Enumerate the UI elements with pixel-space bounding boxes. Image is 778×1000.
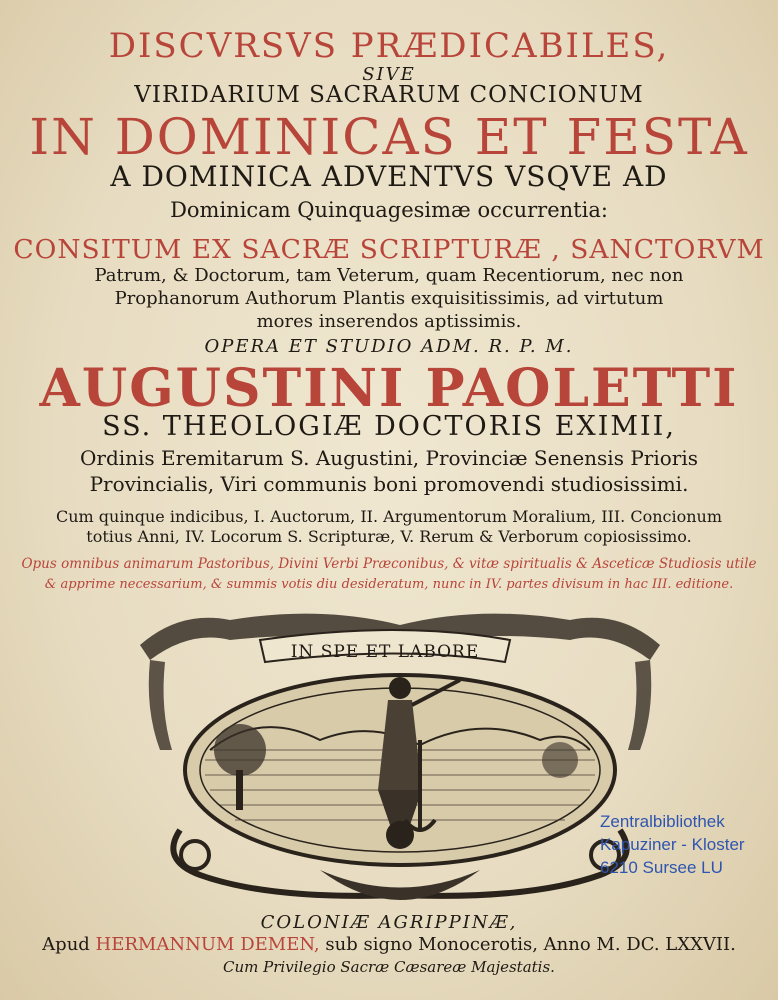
- author-name: AUGUSTINI PAOLETTI: [39, 358, 739, 419]
- main-title: DISCVRSVS PRÆDICABILES,: [108, 26, 670, 66]
- indices-line-1: Cum quinque indicibus, I. Auctorum, II. Argumentorum Moralium, III. Concionum: [55, 507, 722, 526]
- author-degree: SS. THEOLOGIÆ DOCTORIS EXIMII,: [102, 411, 676, 442]
- imprint-publisher-line: [0, 934, 778, 955]
- body-line-mores: mores inserendos aptissimis.: [256, 311, 522, 332]
- consitum-heading: CONSITUM EX SACRÆ SCRIPTURÆ , SANCTORVM: [13, 234, 765, 265]
- body-line-prophanorum: Prophanorum Authorum Plantis exquisitissimis, ad virtutum: [114, 288, 664, 309]
- stamp-line-3: 6210 Sursee LU: [600, 858, 723, 877]
- stamp-line-1: Zentralbibliothek: [600, 812, 725, 831]
- imprint-printer: HERMANNUM DEMEN,: [95, 934, 320, 955]
- opus-line-1: Opus omnibus animarum Pastoribus, Divini Verbi Præconibus, & vitæ spiritualis & Asceticæ Studiosis utile: [21, 556, 757, 572]
- subtitle-dominicas: IN DOMINICAS ET FESTA: [29, 108, 749, 166]
- author-provincial: Provincialis, Viri communis boni promovendi studiosissimi.: [89, 472, 689, 496]
- author-order: Ordinis Eremitarum S. Augustini, Provinciæ Senensis Prioris: [79, 446, 699, 470]
- imprint-city: COLONIÆ AGRIPPINÆ,: [260, 912, 518, 933]
- subtitle-viridarium: VIRIDARIUM SACRARUM CONCIONUM: [134, 82, 644, 108]
- printer-emblem-woodcut: [120, 600, 680, 905]
- opera-line: OPERA ET STUDIO ADM. R. P. M.: [204, 336, 574, 357]
- stamp-line-2: Kapuziner - Kloster: [600, 835, 745, 854]
- sive-connector: SIVE: [362, 64, 416, 85]
- emblem-motto: IN SPE ET LABORE: [290, 642, 480, 662]
- library-stamp: [600, 810, 778, 892]
- subtitle-adventus: A DOMINICA ADVENTVS VSQVE AD: [110, 160, 668, 193]
- subtitle-quinquagesima: Dominicam Quinquagesimæ occurrentia:: [170, 198, 608, 222]
- indices-line-2: totius Anni, IV. Locorum S. Scripturæ, V. Rerum & Verborum copiosissimo.: [86, 527, 692, 546]
- imprint-apud: Apud: [42, 934, 90, 955]
- imprint-details: sub signo Monocerotis, Anno M. DC. LXXVII.: [325, 934, 736, 955]
- opus-line-2: & apprime necessarium, & summis votis diu desideratum, nunc in IV. partes divisum in hac III. editione.: [44, 577, 734, 592]
- imprint-privilege: Cum Privilegio Sacræ Cæsareæ Majestatis.: [223, 958, 555, 976]
- body-line-patrum: Patrum, & Doctorum, tam Veterum, quam Recentiorum, nec non: [94, 265, 684, 286]
